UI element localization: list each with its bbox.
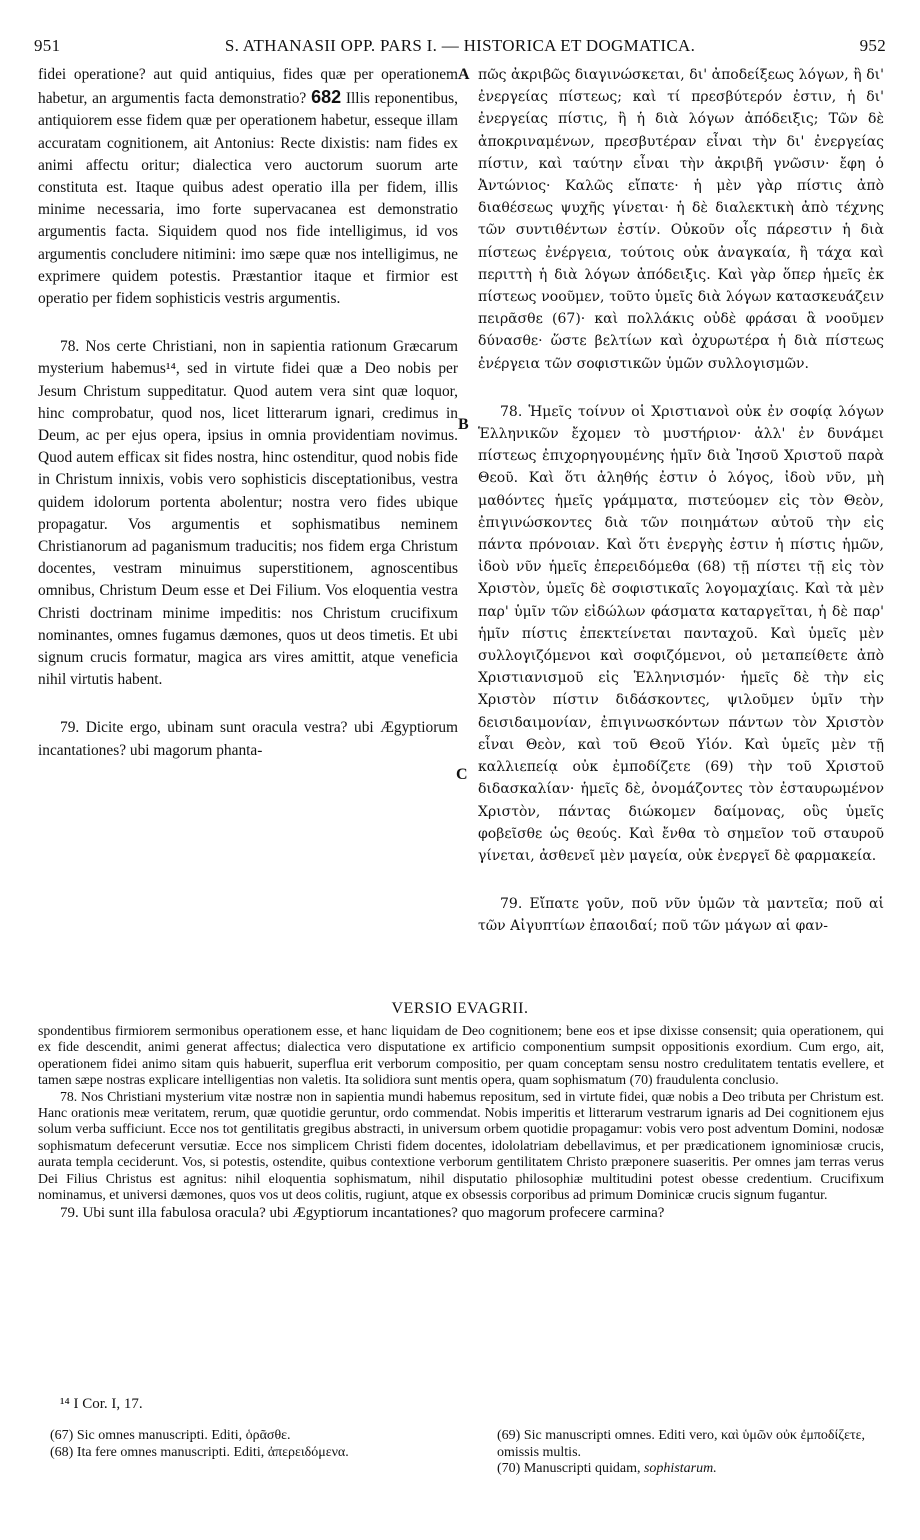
latin-paragraph-77-rest: Illis reponentibus, antiquiorem esse fidem quæ per operationem habetur, esseque illam accuratam cognitionem, ait Antonius: Recte dixistis: nam fides ex animi affectu oritur; dialectica vero auctorum suorum arte constituta est. Itaque quibus adest operatio illa per fidem, illis minime necessaria, imo forte supervacanea est demonstratio argumentis facta. Siquidem quod nos fide intelligimus, id vos argumentis concludere nitimini: imo sæpe quæ nos intelligimus, ne exprimere quidem potestis. Præstantior itaque et firmior est operatio per fidem sophisticis vestris argumentis. <box>38 90 458 308</box>
footnote-70 <box>497 1461 897 1478</box>
versio-paragraph-77: spondentibus firmiorem sermonibus operationem esse, et hanc liquidam de Deo cognitionem; bene eos et ipse dixisse consensit; quia operationem, qui ex fide descendit, animi generat affectus; dialectica vero disputatione ex artificio componentium sumpsit oppositionis exordium. Cum ergo, ait, operationem fidei animo sitam quis habuerit, superflua erit verborum compositio, per quam conceptam sensu nostro credulitatem tentatis evellere, et tamen sæpe nostras explicare intelligentias non valetis. Ita solidiora sunt mentis opera, quam sophismatum (70) fraudulenta conclusio. <box>38 1023 884 1088</box>
running-header <box>34 36 886 58</box>
running-title: S. ATHANASII OPP. PARS I. — HISTORICA ET DOGMATICA. <box>224 36 696 55</box>
footnotes-right <box>497 1428 897 1478</box>
margin-letter-b: B <box>458 416 469 433</box>
footnote-68: (68) Ita fere omnes manuscripti. Editi, ἀπερειδόμενα. <box>50 1444 349 1460</box>
column-number: 682 <box>311 87 342 108</box>
versio-paragraph-79: 79. Ubi sunt illa fabulosa oracula? ubi Ægyptiorum incantationes? quo magorum profecere carmina? <box>60 1205 665 1222</box>
page-number-left: 951 <box>34 36 61 55</box>
scripture-reference: ¹⁴ I Cor. I, 17. <box>60 1396 143 1412</box>
footnote-67: (67) Sic omnes manuscripti. Editi, ὁρᾶσθε. <box>50 1428 291 1443</box>
greek-paragraph-78: 78. Ἡμεῖς τοίνυν οἱ Χριστιανοὶ οὐκ ἐν σοφίᾳ λόγων Ἑλληνικῶν ἔχομεν τὸ μυστήριον· ἀλλ' ἐν δυνάμει πίστεως ἐπιχορηγουμένης ἡμῖν διὰ Ἰησοῦ Χριστοῦ παρὰ Θεοῦ. Καὶ ὅτι ἀληθής ἐστιν ὁ λόγος, ἰδοὺ νῦν, μὴ μαθόντες ἡμεῖς γράμματα, πιστεύομεν εἰς τὸν Θεὸν, ἐπιγινώσκοντες διὰ τῶν ποιημάτων αὐτοῦ τὴν εἰς πάντα πρόνοιαν. Καὶ ὅτι ἐνεργὴς ἐστιν ἡ πίστις ἡμῶν, ἰδοὺ νῦν ἡμεῖς ἐπερειδόμεθα (68) τῇ πίστει τῇ εἰς τὸν Χριστὸν, ὑμεῖς δὲ σοφιστικαῖς λογομαχίαις. Καὶ τὰ μὲν παρ' ὑμῖν τῶν εἰδώλων φάσματα καταργεῖται, ἡ δὲ παρ' ἡμῖν πίστις ἐπεκτείνεται πανταχοῦ. Καὶ ὑμεῖς μὲν συλλογιζόμενοι καὶ σοφιζόμενοι, οὐ μεταπείθετε ἀπὸ Χριστιανισμοῦ εἰς Ἑλληνισμόν· ἡμεῖς δὲ τὴν εἰς Χριστὸν πίστιν διδάσκοντες, ψιλοῦμεν ὑμῖν τὴν δεισιδαιμονίαν, ἐπιγινωσκόντων πάντων τὸν Χριστὸν εἶναι Θεὸν, καὶ τοῦ Θεοῦ Υἱόν. Καὶ ὑμεῖς μὲν τῇ καλλιεπείᾳ οὐκ ἐμποδίζετε (69) τὴν τοῦ Χριστοῦ διδασκαλίαν· ἡμεῖς δὲ, ὀνομάζοντες τὸν ἐσταυρωμένον Χριστὸν, πάντας διώκομεν δαίμονας, οὓς ὑμεῖς φοβεῖσθε ὡς θεούς. Καὶ ἔνθα τὸ σημεῖον τοῦ σταυροῦ γίνεται, ἀσθενεῖ μὲν μαγεία, οὐκ ἐνεργεῖ δὲ φαρμακεία. <box>478 403 884 864</box>
latin-paragraph-79: 79. Dicite ergo, ubinam sunt oracula vestra? ubi Ægyptiorum incantationes? ubi magorum phanta- <box>38 719 458 759</box>
versio-heading: VERSIO EVAGRII. <box>391 1000 529 1017</box>
versio-paragraph-78: 78. Nos Christiani mysterium vitæ nostræ non in sapientia mundi habemus repositum, sed in virtute fidei, quæ nobis a Deo tributa per Christum est. Hanc orationis meæ veritatem, rerum, quæ quotidie geruntur, ordo commendat. Nobis imperitis et litterarum vestrarum ignaris ad Dei cognitionem ejus solum verba sufficiunt. Ecce nos tot gentilitatis gregibus abstracti, in universum orbem quotidie propagamur: vobis vero post adventum Domini, nodosæ sophismatum defecerunt versutiæ. Ecce nos simplicem Christi fidem docentes, idololatriam debellavimus, et per prædicationem ignominiosæ crucis, aurata templa ceciderunt. Vos, si potestis, ostendite, quibus contextione verborum gentilitatem Christo præponere suaseritis. Per omnes jam terras verus Dei Filius Christus est agnitus: nihil eloquentia sophismatum, nihil disputatio philosophiæ multitudini potest obesse credentium. Crucifixum nominamus, et universi dæmones, quos vos ut deos colitis, rugiunt, atque ex obsessis corporibus ad primum Dominicæ crucis signum fugantur. <box>38 1088 884 1203</box>
margin-letter-c: C <box>456 766 468 783</box>
footnotes-left <box>50 1428 460 1461</box>
page-number-right: 952 <box>859 36 886 55</box>
latin-paragraph-77-start: fidei operatione? aut quid antiquius, fides quæ per operationem habetur, an argumentis facta demonstratio? <box>38 66 458 108</box>
footnote-70-italic: sophistarum. <box>643 1461 717 1476</box>
margin-letter-a: A <box>458 66 470 83</box>
latin-paragraph-77 <box>38 64 458 310</box>
versio-evagrii-text <box>38 1023 884 1222</box>
greek-paragraph-79: 79. Εἴπατε γοῦν, ποῦ νῦν ὑμῶν τὰ μαντεῖα; ποῦ αἱ τῶν Αἰγυπτίων ἐπαοιδαί; ποῦ τῶν μάγων αἱ φαν- <box>478 896 884 935</box>
latin-column <box>38 64 458 762</box>
footnote-70-text: (70) Manuscripti quidam, <box>497 1461 644 1476</box>
latin-paragraph-78: 78. Nos certe Christiani, non in sapientia rationum Græcarum mysterium habemus¹⁴, sed in virtute fidei quæ a Deo nobis per Jesum Christum suppeditatur. Quod autem vera sint quæ loquor, hinc comprobatur, quod nos, licet litterarum ignari, credimus in Deum, ac per ejus opera, ipsius in omnia providentiam novimus. Quod autem efficax sit fides nostra, hinc ostenditur, quod nobis fide in Christum innixis, vobis vero sophisticis disceptationibus, vestra quidem idolorum portenta abolentur; nostra vero fides ubique propagatur. Vos argumentis et sophismatibus neminem Christianorum ad paganismum traducitis; nos fidem erga Christum docentes, vestram minuimus superstitionem, agnoscentibus omnibus, Christum Deum esse et Dei Filium. Vos eloquentia vestra Christi doctrinam minime impeditis: nos Christum crucifixum nominantes, omnes fugamus dæmones, quos ut deos timetis. Et ubi signum crucis formatur, magica ars vires amittit, atque veneficia nihil virtutis habent. <box>38 338 458 689</box>
footnote-69: (69) Sic manuscripti omnes. Editi vero, καὶ ὑμῶν οὐκ ἐμποδίζετε, omissis multis. <box>497 1428 865 1460</box>
greek-column <box>478 64 884 938</box>
greek-paragraph-77: πῶς ἀκριβῶς διαγινώσκεται, δι' ἀποδείξεως λόγων, ἢ δι' ἐνεργείας πίστεως; καὶ τί πρεσβύτερόν ἐστιν, ἡ δι' ἐνεργείας πίστις, ἢ ἡ διὰ λόγων ἀπόδειξις; Τῶν δὲ ἀποκριναμένων, πρεσβυτέραν εἶναι τὴν δι' ἐνεργείας πίστιν, καὶ ταύτην εἶναι τὴν ἀκριβῆ γνῶσιν· ἔφη ὁ Ἀντώνιος· Καλῶς εἴπατε· ἡ μὲν γὰρ πίστις ἀπὸ διαθέσεως ψυχῆς γίνεται· ἡ δὲ διαλεκτικὴ ἀπὸ τέχνης τῶν συντιθέντων ἐστίν. Οὐκοῦν οἷς πάρεστιν ἡ διὰ πίστεως ἐνέργεια, τούτοις οὐκ ἀναγκαία, ἢ τάχα καὶ περιττὴ ἡ διὰ λόγων ἀπόδειξις. Καὶ γὰρ ὅπερ ἡμεῖς ἐκ πίστεως νοοῦμεν, τοῦτο ὑμεῖς διὰ λόγων κατασκευάζειν πειρᾶσθε (67)· καὶ πολλάκις οὐδὲ φράσαι ἃ νοοῦμεν δύνασθε· ὥστε βελτίων καὶ ὀχυρωτέρα ἡ διὰ πίστεως ἐνέργεια τῶν σοφιστικῶν ὑμῶν συλλογισμῶν. <box>478 67 884 372</box>
